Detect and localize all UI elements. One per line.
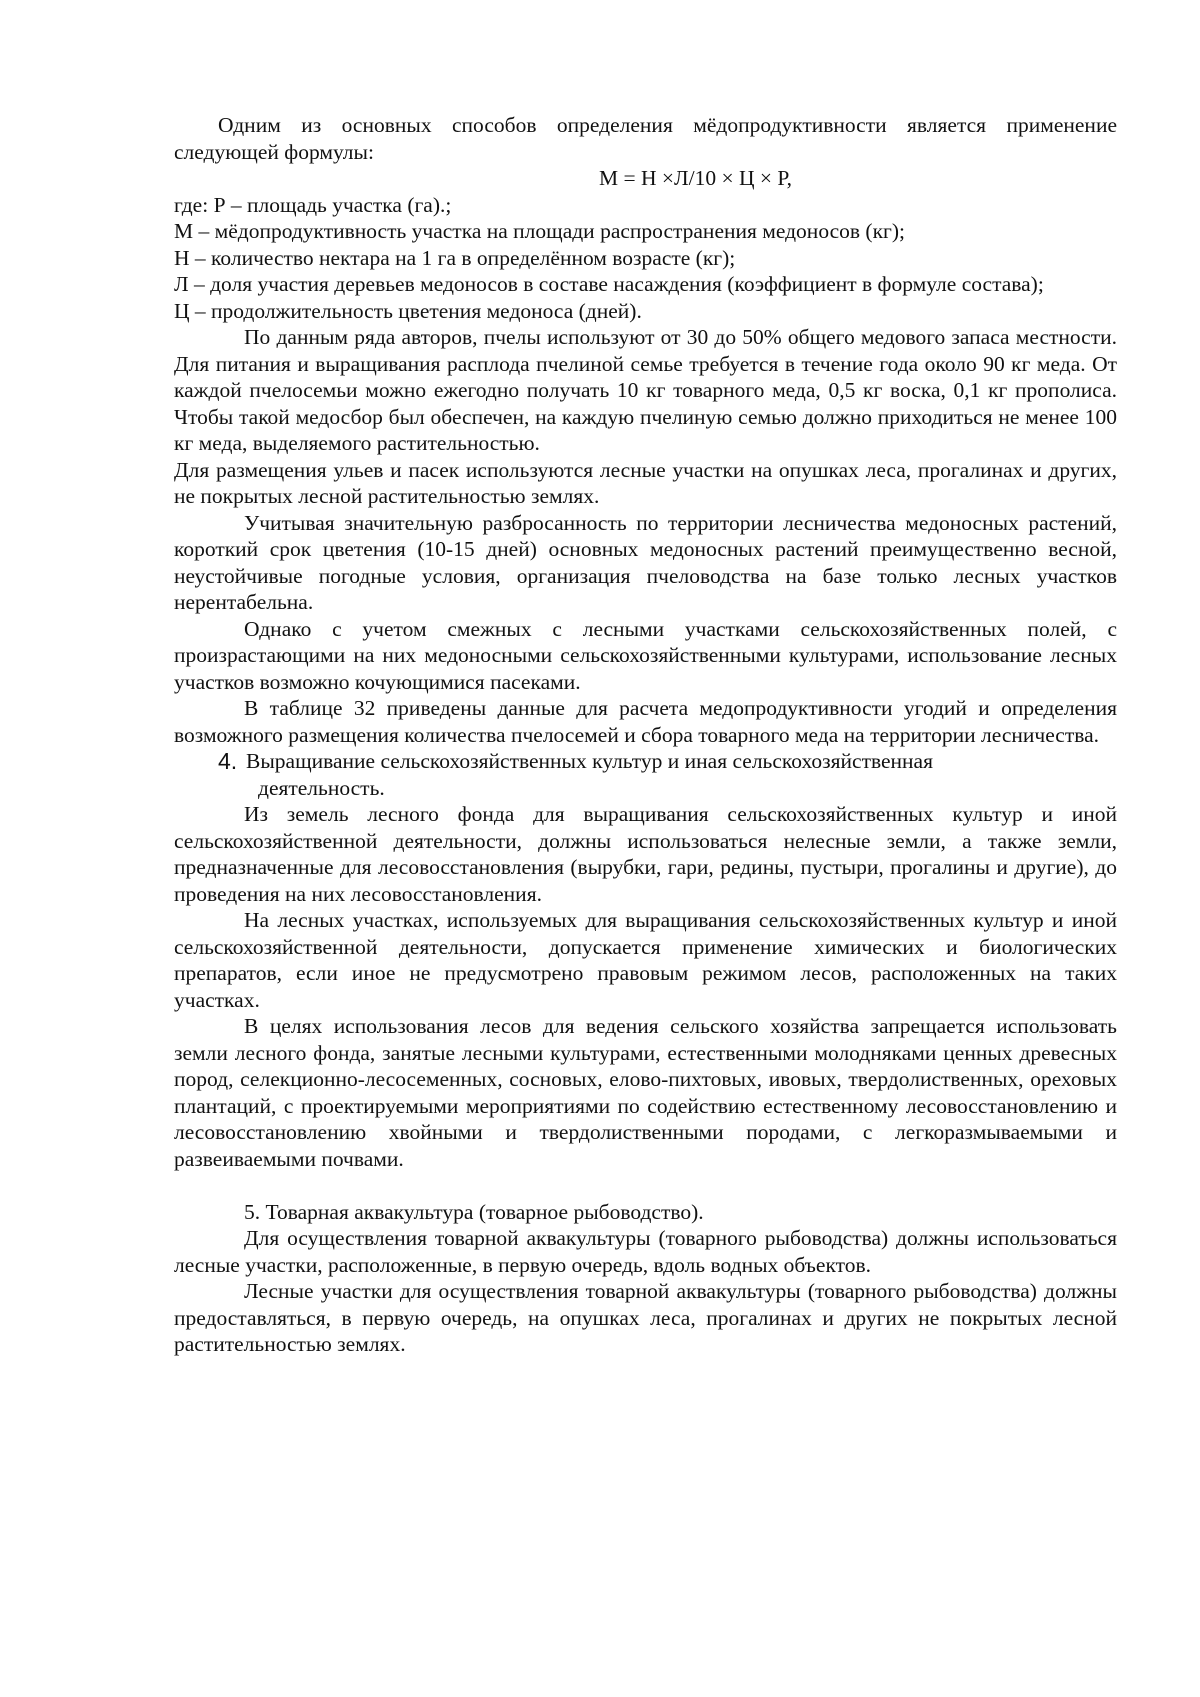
paragraph-prohibited: В целях использования лесов для ведения сельского хозяйства запрещается использовать земли лесного фонда, занятые лесными культурами, естественными молодняками ценных древесных пород, селекционно-лесосеменных, сосновых, елово-пихтовых, ивовых, твердолиственных, ореховых плантаций, с проектируемыми мероприятиями по содействию естественному лесовосстановлению и лесовосстановлению хвойными и твердолиственными породами, с легкоразмываемыми и развеиваемыми почвами. bbox=[174, 1014, 1117, 1171]
paragraph-intro: Одним из основных способов определения мёдопродуктивности является применение следующей формулы: bbox=[174, 113, 1117, 164]
definition-share: Л – доля участия деревьев медоносов в составе насаждения (коэффициент в формуле состава); bbox=[174, 272, 1044, 296]
section-4-heading bbox=[174, 748, 1117, 801]
paragraph-hives: Для размещения ульев и пасек используются лесные участки на опушках леса, прогалинах и других, не покрытых лесной растительностью землях. bbox=[174, 457, 1117, 508]
paragraph-considering: Учитывая значительную разбросанность по территории лесничества медоносных растений, короткий срок цветения (10-15 дней) основных медоносных растений преимущественно весной, неустойчивые погодные условия, организация пчеловодства на базе только лесных участков нерентабельна. bbox=[174, 510, 1117, 614]
definition-nectar: Н – количество нектара на 1 га в определённом возрасте (кг); bbox=[174, 245, 736, 270]
paragraph-chemicals: На лесных участках, используемых для выращивания сельскохозяйственных культур и иной сельскохозяйственной деятельности, допускается применение химических и биологических препаратов, если иное не предусмотрено правовым режимом лесов, расположенных на таких участках. bbox=[174, 908, 1117, 1012]
honey-productivity-formula: М = Н ×Л/10 × Ц × Р, bbox=[599, 166, 792, 190]
section-5-heading: 5. Товарная аквакультура (товарное рыбоводство). bbox=[244, 1199, 704, 1224]
paragraph-authors: По данным ряда авторов, пчелы используют от 30 до 50% общего медового запаса местности. Для питания и выращивания расплода пчелиной семье требуется в течение года около 90 кг меда. От каждой пчелосемьи можно ежегодно получать 10 кг товарного меда, 0,5 кг воска, 0,1 кг прополиса. Чтобы такой медосбор был обеспечен, на каждую пчелиную семью должно приходиться не менее 100 кг меда, выделяемого растительностью. bbox=[174, 325, 1117, 455]
document-page bbox=[174, 112, 1117, 1358]
paragraph-table-reference: В таблице 32 приведены данные для расчета медопродуктивности угодий и определения возможного размещения количества пчелосемей и сбора товарного меда на территории лесничества. bbox=[174, 696, 1117, 747]
definition-duration: Ц – продолжительность цветения медоноса (дней). bbox=[174, 298, 642, 323]
section-4-title-line1: Выращивание сельскохозяйственных культур и иная сельскохозяйственная bbox=[246, 749, 933, 773]
paragraph-however: Однако с учетом смежных с лесными участками сельскохозяйственных полей, с произрастающими на них медоносными сельскохозяйственными культурами, использование лесных участков возможно кочующимися пасеками. bbox=[174, 616, 1117, 694]
paragraph-aquaculture-2: Лесные участки для осуществления товарной аквакультуры (товарного рыбоводства) должны предоставляться, в первую очередь, на опушках леса, прогалинах и других не покрытых лесной растительностью землях. bbox=[174, 1279, 1117, 1356]
paragraph-lands: Из земель лесного фонда для выращивания сельскохозяйственных культур и иной сельскохозяйственной деятельности, должны использоваться нелесные земли, а также земли, предназначенные для лесовосстановления (вырубки, гари, редины, пустыри, прогалины и другие), до проведения на них лесовосстановления. bbox=[174, 802, 1117, 906]
section-4-title bbox=[246, 748, 1117, 801]
section-4-title-line2: деятельность. bbox=[258, 775, 385, 800]
spacer bbox=[174, 1172, 1117, 1199]
definition-honey-productivity: М – мёдопродуктивность участка на площади распространения медоносов (кг); bbox=[174, 219, 905, 243]
paragraph-aquaculture-1: Для осуществления товарной аквакультуры (товарного рыбоводства) должны использоваться лесные участки, расположенные, в первую очередь, вдоль водных объектов. bbox=[174, 1226, 1117, 1277]
definition-area: где: Р – площадь участка (га).; bbox=[174, 192, 452, 217]
section-4-number: 4. bbox=[218, 748, 238, 774]
